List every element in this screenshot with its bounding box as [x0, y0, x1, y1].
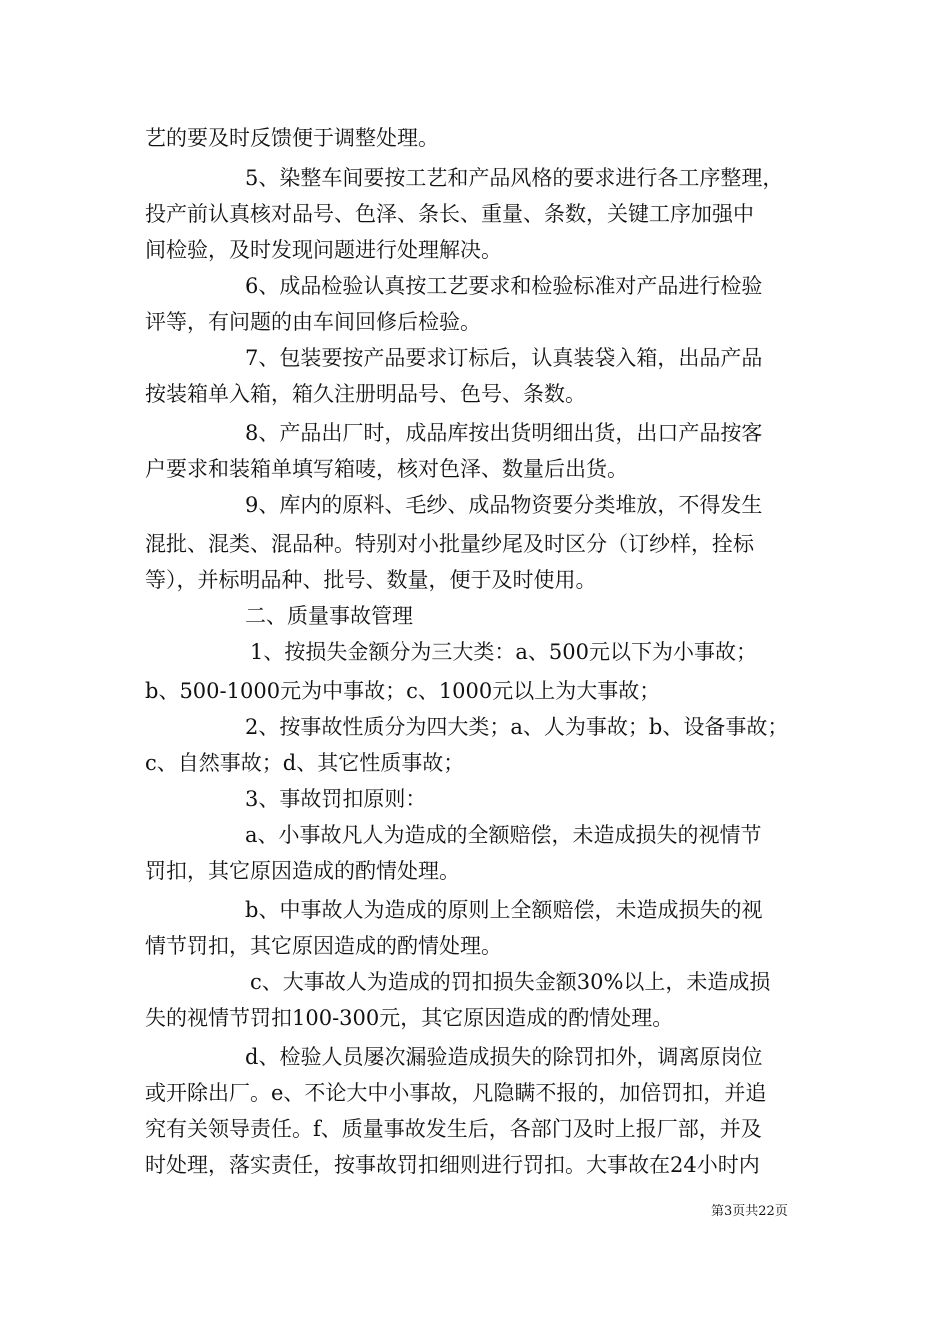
text-line: c、大事故人为造成的罚扣损失金额30%以上，未造成损 [250, 970, 771, 994]
text-line: c、自然事故；d、其它性质事故； [145, 751, 465, 775]
section-heading: 二、质量事故管理 [245, 604, 413, 628]
text-line: 户要求和装箱单填写箱唛，核对色泽、数量后出货。 [145, 457, 628, 481]
text-line: 6、成品检验认真按工艺要求和检验标准对产品进行检验 [245, 274, 763, 298]
text-line: 3、事故罚扣原则： [245, 787, 427, 811]
text-line: 情节罚扣，其它原因造成的酌情处理。 [145, 934, 502, 958]
text-line: 5、染整车间要按工艺和产品风格的要求进行各工序整理， [245, 166, 784, 190]
text-line: b、500-1000元为中事故；c、1000元以上为大事故； [145, 679, 661, 703]
text-line: 间检验，及时发现问题进行处理解决。 [145, 238, 502, 262]
text-line: 究有关领导责任。f、质量事故发生后，各部门及时上报厂部，并及 [145, 1117, 762, 1141]
text-line: 2、按事故性质分为四大类；a、人为事故；b、设备事故； [245, 715, 789, 739]
text-line: 7、包装要按产品要求订标后，认真装袋入箱，出品产品 [245, 346, 763, 370]
text-line: 评等，有问题的由车间回修后检验。 [145, 310, 481, 334]
text-line: b、中事故人为造成的原则上全额赔偿，未造成损失的视 [245, 898, 763, 922]
text-line: 罚扣，其它原因造成的酌情处理。 [145, 859, 460, 883]
text-line: 9、库内的原料、毛纱、成品物资要分类堆放，不得发生 [245, 493, 763, 517]
text-line: a、小事故凡人为造成的全额赔偿，未造成损失的视情节 [245, 823, 762, 847]
page-number: 第3页共22页 [711, 1204, 788, 1219]
text-line: 时处理，落实责任，按事故罚扣细则进行罚扣。大事故在24小时内 [145, 1153, 760, 1177]
text-line: 或开除出厂。e、不论大中小事故，凡隐瞒不报的，加倍罚扣，并追 [145, 1081, 767, 1105]
text-line: 艺的要及时反馈便于调整处理。 [145, 126, 439, 150]
text-line: 1、按损失金额分为三大类：a、500元以下为小事故； [250, 640, 757, 664]
text-line: 失的视情节罚扣100-300元，其它原因造成的酌情处理。 [145, 1006, 674, 1030]
text-line: 8、产品出厂时，成品库按出货明细出货，出口产品按客 [245, 421, 763, 445]
text-line: d、检验人员屡次漏验造成损失的除罚扣外，调离原岗位 [245, 1045, 763, 1069]
text-line: 按装箱单入箱，箱久注册明品号、色号、条数。 [145, 382, 586, 406]
text-line: 投产前认真核对品号、色泽、条长、重量、条数，关键工序加强中 [145, 202, 754, 226]
text-line: 混批、混类、混品种。特别对小批量纱尾及时区分（订纱样，拴标 [145, 532, 754, 556]
text-line: 等），并标明品种、批号、数量，便于及时使用。 [145, 568, 597, 592]
